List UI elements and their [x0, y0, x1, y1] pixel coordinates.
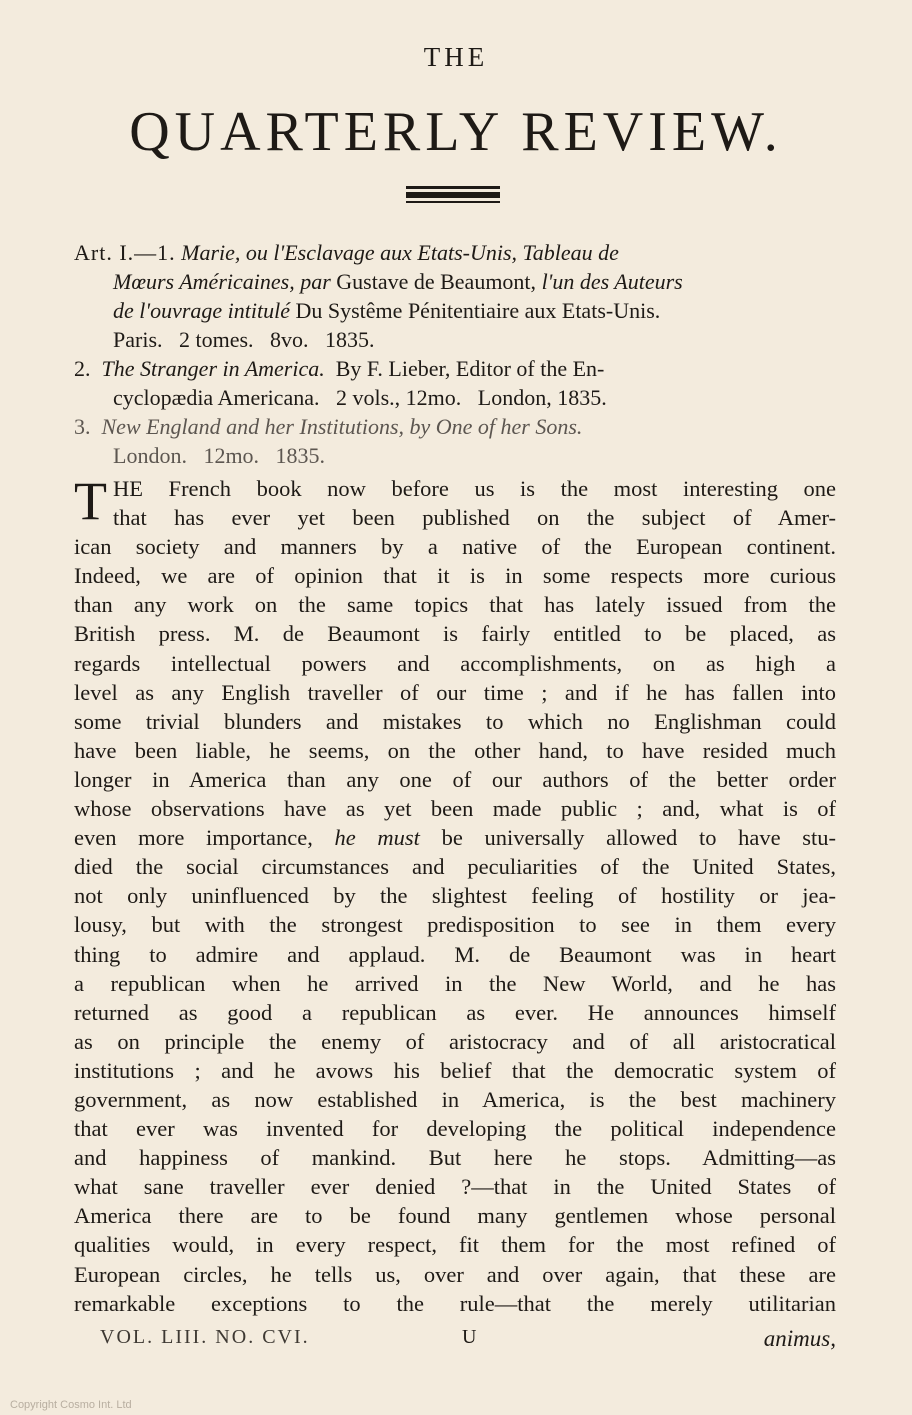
- article-line: institutions ; and he avows his belief that the democratic system of: [74, 1057, 836, 1083]
- article-line: lousy, but with the strongest predisposition to see in them every: [74, 912, 836, 938]
- citation-2-author: By F. Lieber, Editor of the En-: [335, 356, 605, 381]
- article-text: even more importance,: [74, 825, 313, 851]
- volume-number: VOL. LIII. NO. CVI.: [100, 1326, 310, 1348]
- citation-1-text-d: de l'ouvrage intitulé: [113, 298, 290, 323]
- article-line: regards intellectual powers and accomplishments, on as high a: [74, 650, 836, 676]
- article-line: have been liable, he seems, on the other hand, to have resided much: [74, 737, 836, 763]
- citation-1-line-3: [74, 296, 836, 325]
- article-line: remarkable exceptions to the rule—that the merely utilitarian: [74, 1290, 836, 1316]
- article-line: as on principle the enemy of aristocracy and of all aristocratical: [74, 1028, 836, 1054]
- article-line: returned as good a republican as ever. He announces himself: [74, 999, 836, 1025]
- article-line: government, as now established in America, is the best machinery: [74, 1086, 836, 1112]
- article-italic-phrase: he must: [334, 825, 420, 851]
- citation-3-line-1: [74, 412, 836, 441]
- copyright-watermark: Copyright Cosmo Int. Ltd: [10, 1399, 132, 1411]
- citation-1-text-c: l'un des Auteurs: [541, 269, 683, 294]
- article-line: and happiness of mankind. But here he stops. Admitting—as: [74, 1145, 836, 1171]
- article-line: HE French book now before us is the most interesting one: [113, 476, 836, 501]
- article-line: thing to admire and applaud. M. de Beaumont was in heart: [74, 941, 836, 967]
- article-line: British press. M. de Beaumont is fairly entitled to be placed, as: [74, 621, 836, 647]
- citation-1: [74, 238, 836, 354]
- article-body: [74, 471, 836, 1318]
- citation-2-title: The Stranger in America.: [101, 356, 325, 381]
- article-line: not only uninfluenced by the slightest feeling of hostility or jea-: [74, 883, 836, 909]
- article-line-mixed: [74, 823, 836, 852]
- citation-3: [74, 412, 836, 470]
- article-line: qualities would, in every respect, fit them for the most refined of: [74, 1232, 836, 1258]
- article-line: some trivial blunders and mistakes to which no Englishman could: [74, 708, 836, 734]
- citation-1-author: Gustave de Beaumont,: [336, 269, 537, 294]
- article-line: level as any English traveller of our time ; and if he has fallen into: [74, 679, 836, 705]
- citation-2-line-1: [74, 354, 836, 383]
- citation-1-line-1: [74, 238, 836, 267]
- article-text: be universally allowed to have stu-: [441, 825, 836, 851]
- signature-mark: U: [462, 1326, 477, 1348]
- citation-1-line-2: [74, 267, 836, 296]
- journal-title: QUARTERLY REVIEW.: [129, 101, 783, 163]
- title-rule-bottom: [406, 201, 500, 203]
- header-the: THE: [423, 42, 489, 72]
- article-line: that ever was invented for developing the political independence: [74, 1116, 836, 1142]
- citation-1-imprint: Paris. 2 tomes. 8vo. 1835.: [113, 327, 375, 352]
- citation-2: [74, 354, 836, 412]
- citation-3-imprint: London. 12mo. 1835.: [113, 443, 326, 468]
- article-line: Indeed, we are of opinion that it is in some respects more curious: [74, 563, 836, 589]
- citations-block: [74, 238, 836, 470]
- citation-1-other-work: Du Systême Pénitentiaire aux Etats-Unis.: [295, 298, 661, 323]
- article-line: what sane traveller ever denied ?—that in the United States of: [74, 1174, 836, 1200]
- article-line: longer in America than any one of our authors of the better order: [74, 766, 836, 792]
- article-line: America there are to be found many gentlemen whose personal: [74, 1203, 836, 1229]
- drop-cap: T: [74, 471, 107, 531]
- citation-2-imprint: cyclopædia Americana. 2 vols., 12mo. London, 1835.: [113, 385, 607, 410]
- citation-3-number: 3.: [74, 414, 91, 439]
- article-line: died the social circumstances and peculiarities of the United States,: [74, 854, 836, 880]
- article-number: Art. I.—1.: [74, 240, 176, 265]
- citation-3-title: New England and her Institutions, by One of her Sons.: [101, 414, 583, 439]
- article-line: a republican when he arrived in the New World, and he has: [74, 970, 836, 996]
- citation-1-title: Marie, ou l'Esclavage aux Etats-Unis, Tableau de: [181, 240, 619, 265]
- citation-1-text-a: Mœurs Américaines, par: [113, 269, 331, 294]
- article-line: whose observations have as yet been made public ; and, what is of: [74, 796, 836, 822]
- article-line: European circles, he tells us, over and over again, that these are: [74, 1261, 836, 1287]
- catchword: animus,: [763, 1326, 836, 1351]
- article-line: than any work on the same topics that has lately issued from the: [74, 592, 836, 618]
- title-rule-top: [406, 186, 500, 189]
- article-line: that has ever yet been published on the subject of Amer-: [113, 505, 836, 531]
- title-rule-middle: [406, 192, 500, 198]
- citation-2-number: 2.: [74, 356, 91, 381]
- article-line: ican society and manners by a native of the European continent.: [74, 534, 836, 560]
